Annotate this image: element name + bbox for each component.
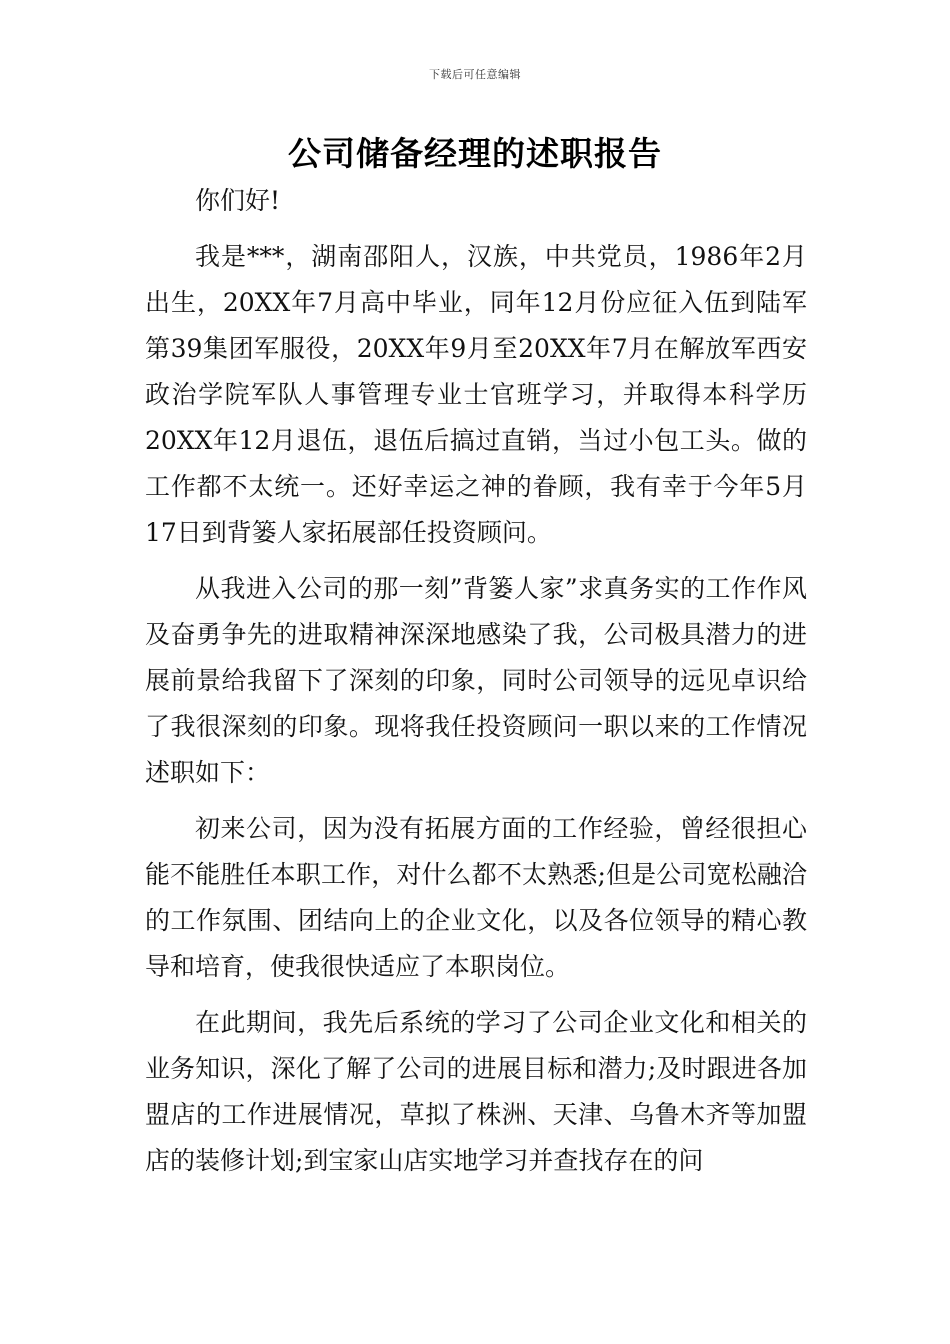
adaptation-paragraph: 初来公司，因为没有拓展方面的工作经验，曾经很担心能不能胜任本职工作，对什么都不太熟悉;但是公司宽松融洽的工作氛围、团结向上的企业文化，以及各位领导的精心教导和培育，使我很快适应了本职岗位。	[145, 814, 807, 981]
intro-paragraph: 我是***，湖南邵阳人，汉族，中共党员，1986年2月出生，20XX年7月高中毕业，同年12月份应征入伍到陆军第39集团军服役，20XX年9月至20XX年7月在解放军西安政治学院军队人事管理专业士官班学习，并取得本科学历20XX年12月退伍，退伍后搞过直销，当过小包工头。做的工作都不太统一。还好幸运之神的眷顾，我有幸于今年5月17日到背篓人家拓展部任投资顾问。	[145, 242, 807, 547]
document-title: 公司储备经理的述职报告	[288, 134, 662, 173]
header-note: 下载后可任意编辑	[429, 68, 521, 81]
impression-paragraph: 从我进入公司的那一刻”背篓人家”求真务实的工作作风及奋勇争先的进取精神深深地感染了我，公司极具潜力的进展前景给我留下了深刻的印象，同时公司领导的远见卓识给了我很深刻的印象。现将我任投资顾问一职以来的工作情况述职如下：	[145, 574, 807, 787]
greeting-paragraph: 你们好!	[195, 186, 281, 215]
work-paragraph: 在此期间，我先后系统的学习了公司企业文化和相关的业务知识，深化了解了公司的进展目标和潜力;及时跟进各加盟店的工作进展情况，草拟了株洲、天津、乌鲁木齐等加盟店的装修计划;到宝家山店实地学习并查找存在的问	[145, 1008, 807, 1175]
document-body	[145, 178, 807, 1194]
